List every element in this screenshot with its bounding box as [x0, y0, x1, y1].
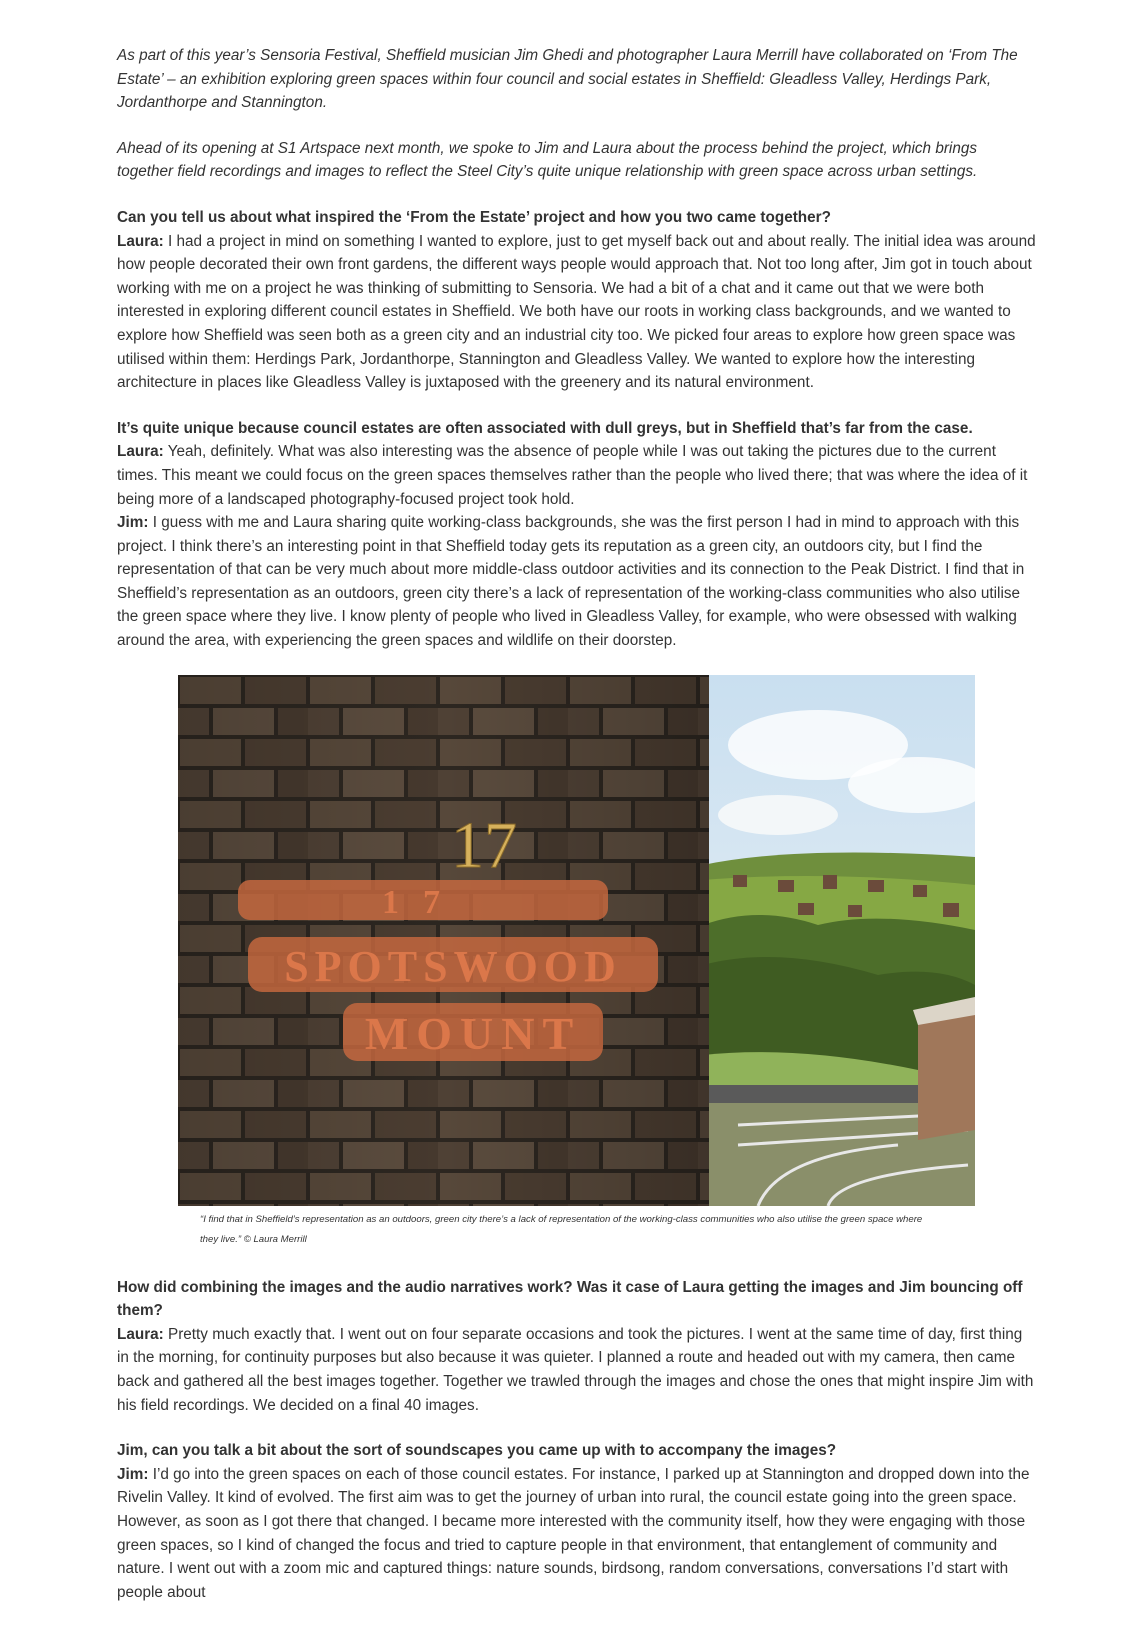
spray-text: 17 — [382, 883, 464, 921]
spray-text: MOUNT — [364, 1007, 582, 1059]
intro-paragraph: As part of this year’s Sensoria Festival, Sheffield musician Jim Ghedi and photographer Laura Merrill have collaborated on ‘From The Estate’ – an exhibition exploring green spaces within four council and social estates in Sheffield: Gleadless Valley, Herdings Park, Jordanthorpe and Stannington. — [117, 47, 1018, 112]
estate-photo — [178, 675, 975, 1206]
figure-caption: “I find that in Sheffield’s representation as an outdoors, green city there’s a lack of representation of the working-class communities who also utilise the green space where they live.” © Laura Merrill — [200, 1213, 923, 1245]
house-number: 17 — [451, 808, 517, 882]
spray-text: SPOTSWOOD — [284, 941, 622, 991]
qa-block — [117, 417, 1037, 653]
answer-text: Pretty much exactly that. I went out on four separate occasions and took the pictures. I went at the same time of day, first thing in the morning, for continuity purposes but also because it was quieter. I planned a route and headed out with my camera, then came back and gathered all the best images together. Together we trawled through the images and chose the ones that might inspire Jim with his field recordings. We decided on a final 40 images. — [117, 1325, 1034, 1414]
answer-text: I guess with me and Laura sharing quite working-class backgrounds, she was the first person I had in mind to approach with this project. I think there’s an interesting point in that Sheffield today gets its reputation as a green city, an outdoors city, but I find the representation of that can be very much about more middle-class outdoor activities and its connection to the Peak District. I find that in Sheffield’s representation as an outdoors, green city there’s a lack of representation of the working-class communities who also utilise the green space where they live. I know plenty of people who lived in Gleadless Valley, for example, who were obsessed with walking around the area, with experiencing the green spaces and wildlife on their doorstep. — [117, 514, 1025, 650]
answer-text: I had a project in mind on something I wanted to explore, just to get myself back out and about really. The initial idea was around how people decorated their own front gardens, the different ways people would approach that. Not too long after, Jim got in touch about working with me on a project he was thinking of submitting to Sensoria. We had a bit of a chat and it came out that we were both interested in exploring different council estates in Sheffield. We both have our roots in working class backgrounds, and we wanted to explore how Sheffield was seen both as a green city and an industrial city too. We picked four areas to explore how green space was utilised within them: Herdings Park, Jordanthorpe, Stannington and Gleadless Valley. We wanted to explore how the interesting architecture in places like Gleadless Valley is juxtaposed with the greenery and its natural environment. — [117, 232, 1036, 392]
question: Can you tell us about what inspired the ‘From the Estate’ project and how you two came together? — [117, 208, 831, 226]
answer-text: I’d go into the green spaces on each of those council estates. For instance, I parked up at Stannington and dropped down into the Rivelin Valley. It kind of evolved. The first aim was to get the journey of urban into rural, the council estate going into the green space. However, as soon as I got there that changed. I became more interested with the community itself, how they were engaging with those green spaces, so I kind of changed the focus and tried to capture people in that environment, that entanglement of community and nature. I went out with a zoom mic and captured things: nature sounds, birdsong, random conversations, conversations I’d start with people about — [117, 1465, 1030, 1601]
speaker-label: Laura: — [117, 1325, 164, 1343]
article-body — [117, 44, 1037, 1626]
qa-block — [117, 206, 1037, 395]
question: It’s quite unique because council estates are often associated with dull greys, but in Sheffield that’s far from the case. — [117, 419, 973, 437]
question: Jim, can you talk a bit about the sort of soundscapes you came up with to accompany the images? — [117, 1442, 837, 1460]
intro-paragraph: Ahead of its opening at S1 Artspace next month, we spoke to Jim and Laura about the process behind the project, which brings together field recordings and images to reflect the Steel City’s quite unique relationship with green space across urban settings. — [117, 139, 978, 181]
qa-block — [117, 1276, 1037, 1418]
article-figure — [178, 675, 975, 1250]
speaker-label: Laura: — [117, 232, 164, 250]
question: How did combining the images and the audio narratives work? Was it case of Laura getting the images and Jim bouncing off them? — [117, 1278, 1023, 1320]
speaker-label: Jim: — [117, 1465, 149, 1483]
answer-text: Yeah, definitely. What was also interesting was the absence of people while I was out taking the pictures due to the current times. This meant we could focus on the green spaces themselves rather than the people who lived there; that was where the idea of it being more of a landscaped photography-focused project took hold. — [117, 443, 1028, 508]
speaker-label: Jim: — [117, 514, 149, 532]
speaker-label: Laura: — [117, 443, 164, 461]
qa-block — [117, 1439, 1037, 1604]
